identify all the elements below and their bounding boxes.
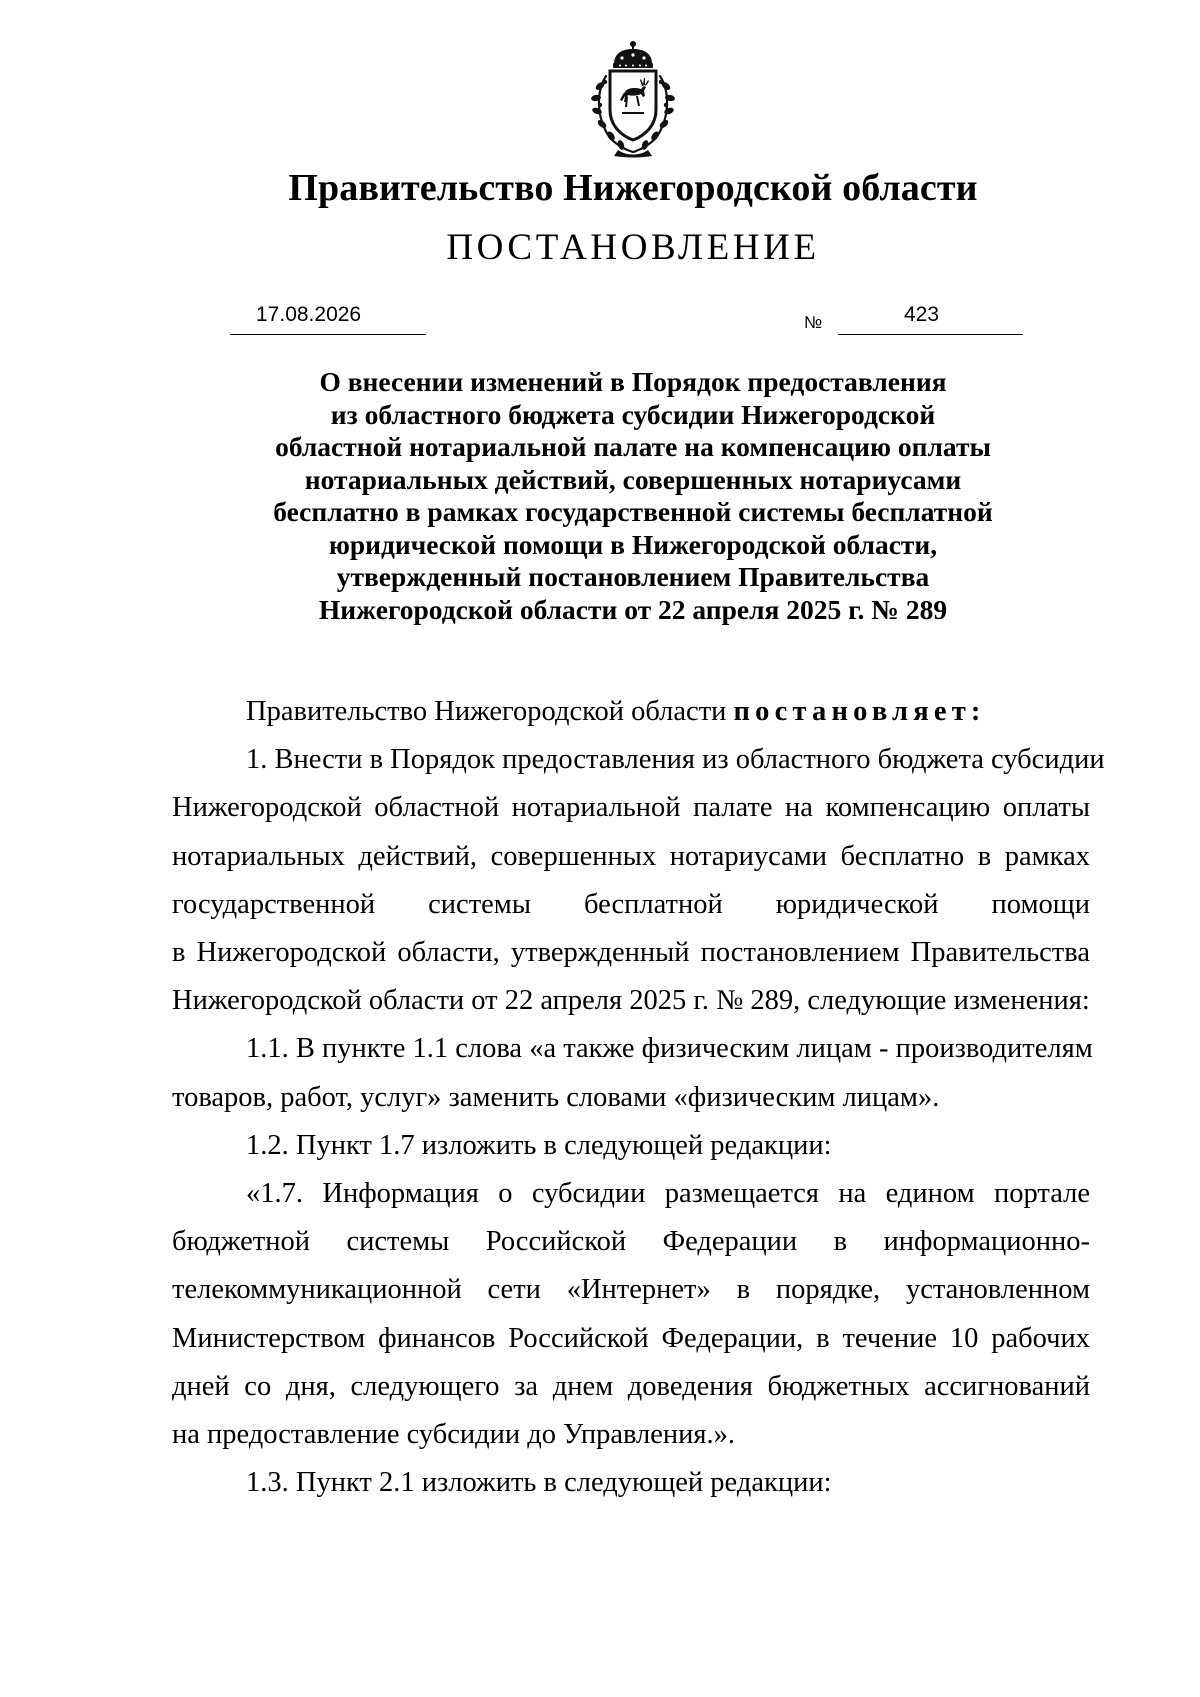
paragraph-line: нотариальных действий, совершенных нотариусами бесплатно в рамках xyxy=(172,840,1090,872)
paragraph-1-3: 1.3. Пункт 2.1 изложить в следующей редакции: xyxy=(246,1467,832,1499)
paragraph-line: телекоммуникационной сети «Интернет» в порядке, установленном xyxy=(172,1274,1090,1306)
paragraph-line: Нижегородской области от 22 апреля 2025 г. № 289, следующие изменения: xyxy=(172,985,1090,1017)
subject-line: утвержденный постановлением Правительства xyxy=(336,561,930,592)
preamble xyxy=(172,688,1090,736)
document-type: ПОСТАНОВЛЕНИЕ xyxy=(446,227,820,268)
subject-line: из областного бюджета субсидии Нижегородской xyxy=(330,398,936,430)
paragraph-line: в Нижегородской области, утвержденный постановлением Правительства xyxy=(172,937,1090,969)
document-date-field xyxy=(230,303,426,335)
paragraph-line: «1.7. Информация о субсидии размещается на едином портале xyxy=(246,1178,1090,1210)
paragraph-1-7-quote xyxy=(172,1170,1090,1459)
subject-line: областной нотариальной палате на компенсацию оплаты xyxy=(275,431,991,462)
document-number: 423 xyxy=(904,303,940,326)
document-subject xyxy=(236,366,1030,626)
subject-line: О внесении изменений в Порядок предоставления xyxy=(319,366,947,397)
document-number-field xyxy=(838,303,1023,335)
paragraph-line: 1.1. В пункте 1.1 слова «а также физическим лицам - производителям xyxy=(246,1033,1093,1065)
paragraph-line: Министерством финансов Российской Федерации, в течение 10 рабочих xyxy=(172,1322,1090,1354)
subject-line: Нижегородской области от 22 апреля 2025 г. № 289 xyxy=(318,593,948,625)
subject-line: бесплатно в рамках государственной системы бесплатной xyxy=(273,496,993,527)
paragraph-line: государственной системы бесплатной юридической помощи xyxy=(172,888,1090,920)
organization-title: Правительство Нижегородской области xyxy=(288,167,978,209)
subject-line: юридической помощи в Нижегородской области, xyxy=(328,528,938,560)
preamble-text: Правительство Нижегородской области xyxy=(246,696,734,727)
nizhny-novgorod-coat-of-arms-icon xyxy=(578,40,688,158)
number-sign: № xyxy=(804,313,823,332)
paragraph-1-1 xyxy=(172,1025,1093,1121)
document-date: 17.08.2026 xyxy=(256,303,362,326)
document-body xyxy=(172,688,1105,1507)
paragraph-line: товаров, работ, услуг» заменить словами «физическим лицам». xyxy=(172,1081,940,1113)
paragraph-line: бюджетной системы Российской Федерации в информационно- xyxy=(172,1226,1090,1258)
subject-line: нотариальных действий, совершенных нотариусами xyxy=(304,463,962,495)
paragraph-1-2: 1.2. Пункт 1.7 изложить в следующей редакции: xyxy=(246,1129,832,1161)
paragraph-line: Нижегородской областной нотариальной палате на компенсацию оплаты xyxy=(172,792,1090,824)
paragraph-line: дней со дня, следующего за днем доведения бюджетных ассигнований xyxy=(172,1370,1090,1402)
paragraph-1 xyxy=(172,736,1105,1025)
preamble-verb: постановляет: xyxy=(733,696,986,727)
paragraph-line: на предоставление субсидии до Управления.». xyxy=(172,1419,736,1451)
paragraph-line: 1. Внести в Порядок предоставления из областного бюджета субсидии xyxy=(246,744,1105,776)
